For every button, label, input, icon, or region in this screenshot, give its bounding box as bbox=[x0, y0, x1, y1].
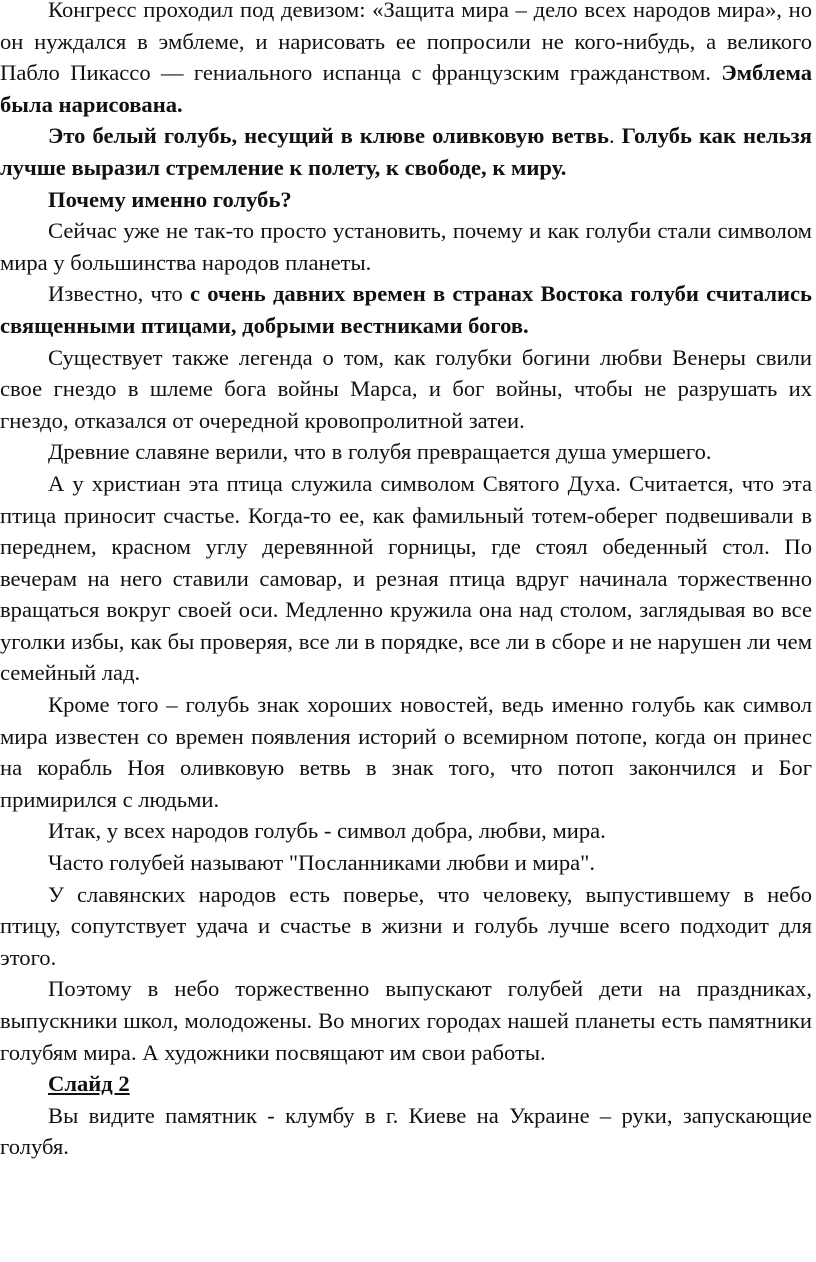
paragraph-good-news bbox=[0, 689, 812, 815]
paragraph-release-doves bbox=[0, 973, 812, 1068]
text-segment: Древние славяне верили, что в голубя превращается душа умершего. bbox=[48, 439, 712, 465]
text-segment: Поэтому в небо торжественно выпускают голубей дети на праздниках, выпускники школ, молодожены. Во многих городах нашей планеты есть памятники голубям мира. А художники посвящают им свои работы. bbox=[0, 976, 812, 1065]
text-segment: Вы видите памятник - клумбу в г. Киеве на Украине – руки, запускающие голубя. bbox=[0, 1102, 812, 1160]
text-segment: А у христиан эта птица служила символом Святого Духа. Считается, что эта птица приносит счастье. Когда-то ее, как фамильный тотем-оберег подвешивали в переднем, красном углу деревянной горницы, где стоял обеденный стол. По вечерам на него ставили самовар, и резная птица вдруг начинала торжественно вращаться вокруг своей оси. Медленно кружила она над столом, заглядывая во все уголки избы, как бы проверяя, все ли в порядке, все ли в сборе и не нарушен ли чем семейный лад. bbox=[0, 470, 812, 686]
paragraph-why-dove bbox=[0, 184, 812, 216]
text-segment: . bbox=[608, 123, 622, 149]
paragraph-congress bbox=[0, 0, 812, 120]
paragraph-ancient-slavs bbox=[0, 436, 812, 468]
paragraph-slide-text bbox=[0, 1100, 812, 1163]
bold-text-segment: Эмблема была нарисована. bbox=[0, 60, 812, 117]
paragraph-dove-description bbox=[0, 120, 812, 183]
slide-heading: Слайд 2 bbox=[48, 1071, 130, 1097]
text-segment: Существует также легенда о том, как голубки богини любви Венеры свили свое гнездо в шлеме бога войны Марса, и бог войны, чтобы не разрушать их гнездо, отказался от очередной кровопролитной затеи. bbox=[0, 344, 812, 433]
paragraph-east-sacred-birds bbox=[0, 278, 812, 341]
bold-text-segment: Голубь как нельзя лучше выразил стремление к полету, к свободе, к миру. bbox=[0, 123, 812, 180]
bold-text-segment: Почему именно голубь? bbox=[48, 186, 292, 212]
paragraph-christian-symbol bbox=[0, 468, 812, 689]
text-segment: Кроме того – голубь знак хороших новостей, ведь именно голубь как символ мира известен со времен появления историй о всемирном потопе, когда он принес на корабль Ноя оливковую ветвь в знак того, что потоп закончился и Бог примирился с людьми. bbox=[0, 692, 812, 812]
text-segment: Итак, у всех народов голубь - символ добра, любви, мира. bbox=[48, 818, 606, 844]
paragraph-symbol-of-kindness bbox=[0, 815, 812, 847]
text-segment: Конгресс проходил под девизом: «Защита мира – дело всех народов мира», но он нуждался в эмблеме, и нарисовать ее попросили не кого-нибудь, а великого Пабло Пикассо — гениального испанца с французским гражданством. bbox=[0, 0, 812, 86]
text-segment: У славянских народов есть поверье, что человеку, выпустившему в небо птицу, сопутствует удача и счастье в жизни и голубь лучше всего подходит для этого. bbox=[0, 881, 812, 970]
paragraph-messengers bbox=[0, 847, 812, 879]
paragraph-slavic-belief bbox=[0, 879, 812, 974]
text-segment: Сейчас уже не так-то просто установить, почему и как голуби стали символом мира у большинства народов планеты. bbox=[0, 218, 812, 275]
paragraph-venus-mars-legend bbox=[0, 342, 812, 437]
bold-text-segment: с очень давних времен в странах Востока голуби считались священными птицами, добрыми вестниками богов. bbox=[0, 281, 813, 338]
text-segment: Часто голубей называют "Посланниками любви и мира". bbox=[48, 850, 596, 876]
bold-text-segment: Это белый голубь, несущий в клюве оливковую ветвь bbox=[48, 123, 609, 149]
text-segment: Известно, что bbox=[48, 281, 191, 307]
paragraph-hard-to-establish bbox=[0, 215, 812, 278]
